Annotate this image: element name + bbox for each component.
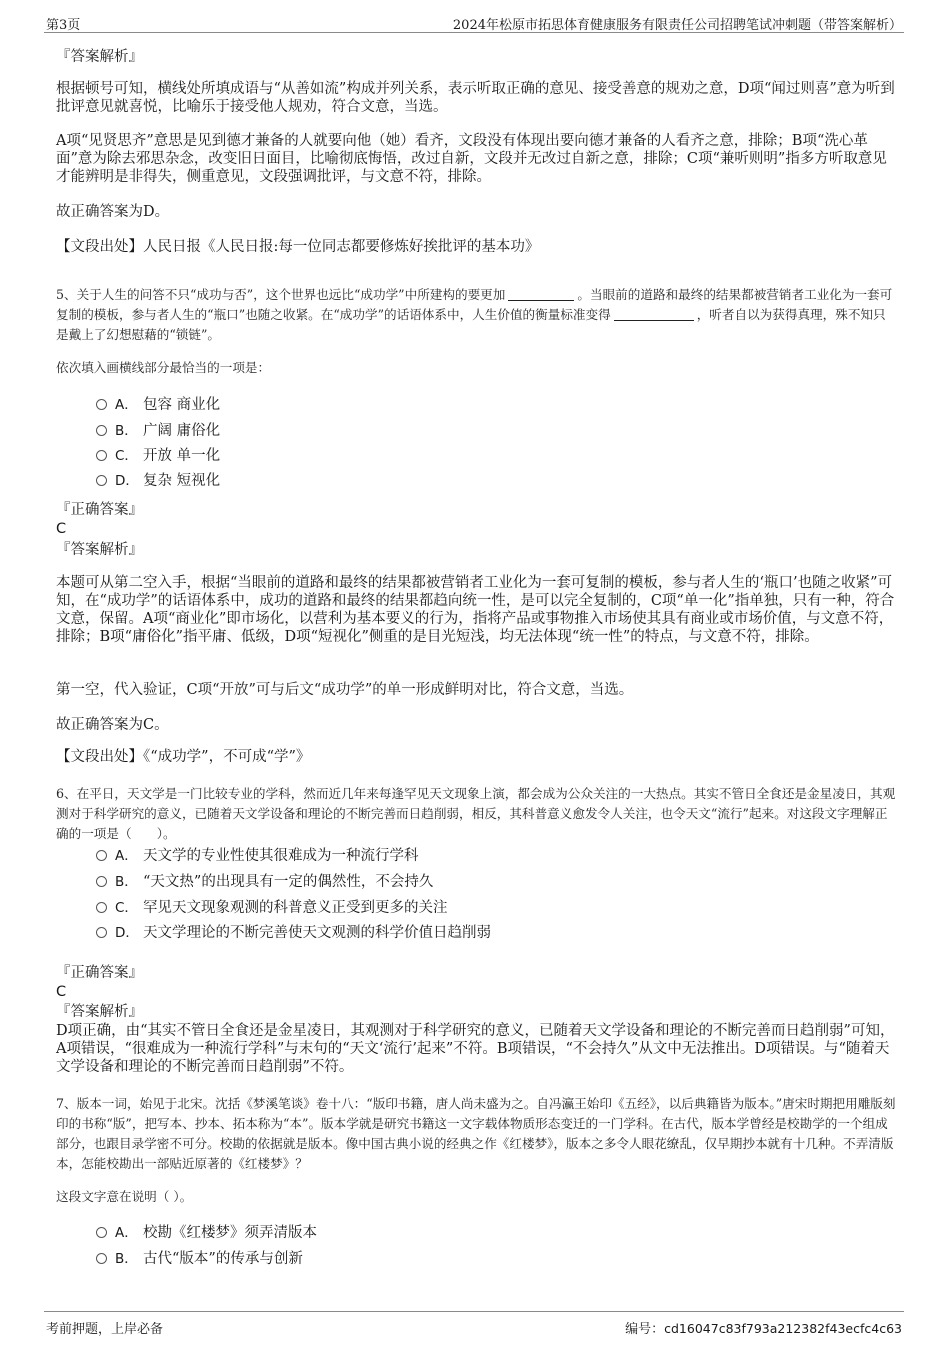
q5-stem-b: 。当眼前的道路和最终的结果都被营销者工业化为一套可复制的模板，参与者人生的“瓶口”也随之收紧。在“成功学”的话语体系中，人生价值的衡量标准变得 xyxy=(56,287,893,322)
q5-explain-label: 『答案解析』 xyxy=(56,542,143,558)
page-number: 第3页 xyxy=(46,18,81,33)
page-footer xyxy=(44,1311,904,1338)
q5-blank-2 xyxy=(614,306,694,321)
q5-source: 【文段出处】《“成功学”，不可成“学”》 xyxy=(56,749,311,765)
q4-source: 【文段出处】人民日报《人民日报:每一位同志都要修炼好挨批评的基本功》 xyxy=(56,239,540,255)
radio-icon[interactable] xyxy=(96,902,107,913)
radio-icon[interactable] xyxy=(96,399,107,410)
footer-slogan: 考前押题，上岸必备 xyxy=(46,1322,164,1337)
q5-explain-p3: 故正确答案为C。 xyxy=(56,717,169,733)
q7-stem: 7、版本一词，始见于北宋。沈括《梦溪笔谈》卷十八：“版印书籍，唐人尚未盛为之。自冯瀛王始印《五经》，以后典籍皆为版本。”唐宋时期把用雕版刻印的书称“版”，把写本、抄本、拓本称为“本”。版本学就是研究书籍这一文字载体物质形态变迁的一门学科。在古代，版本学曾经是校勘学的一个组成部分，也跟目录学密不可分。校勘的依据就是版本。像中国古典小说的经典之作《红楼梦》，版本之多令人眼花缭乱，仅早期抄本就有十几种。不弄清版本，怎能校勘出一部贴近原著的《红楼梦》？ xyxy=(56,1096,896,1171)
radio-icon[interactable] xyxy=(96,850,107,861)
q6-option-c[interactable]: C． 罕见天文现象观测的科普意义正受到更多的关注 xyxy=(96,897,876,919)
q7-option-b[interactable]: B． 古代“版本”的传承与创新 xyxy=(96,1248,876,1270)
q6-option-d[interactable]: D． 天文学理论的不断完善使天文观测的科学价值日趋削弱 xyxy=(96,922,876,944)
q5-explain-p2: 第一空，代入验证，C项“开放”可与后文“成功学”的单一形成鲜明对比，符合文意，当选。 xyxy=(56,682,634,698)
q5-stem-c: ，听者自以为获得真理，殊不知只是戴上了幻想慰藉的“锁链”。 xyxy=(56,307,886,342)
q6-option-a[interactable]: A． 天文学的专业性使其很难成为一种流行学科 xyxy=(96,845,876,867)
q5-option-c[interactable]: C． 开放 单一化 xyxy=(96,445,876,467)
q4-explain-p1: 根据顿号可知，横线处所填成语与“从善如流”构成并列关系，表示听取正确的意见、接受善意的规劝之意，D项“闻过则喜”意为听到批评意见就喜悦，比喻乐于接受他人规劝，符合文意，当选。 xyxy=(56,81,895,115)
q6-option-b[interactable]: B． “天文热”的出现具有一定的偶然性，不会持久 xyxy=(96,871,876,893)
q5-explain-p1: 本题可从第二空入手，根据“当眼前的道路和最终的结果都被营销者工业化为一套可复制的模板，参与者人生的‘瓶口’也随之收紧”可知，在“成功学”的话语体系中，成功的道路和最终的结果都趋向统一性，是可以完全复制的，C项“单一化”指单独，只有一种，符合文意，保留。A项“商业化”即市场化，以营利为基本要义的行为，指将产品或事物推入市场使其具有商业或市场价值，与文意不符，排除；B项“庸俗化”指平庸、低级，D项“短视化”侧重的是目光短浅，均无法体现“统一性”的特点，与文意不符，排除。 xyxy=(56,575,895,645)
q5-option-d[interactable]: D． 复杂 短视化 xyxy=(96,470,876,492)
footer-code-label: 编号： xyxy=(625,1322,665,1337)
q6-answer: C xyxy=(56,984,67,1000)
radio-icon[interactable] xyxy=(96,475,107,486)
q7-prompt: 这段文字意在说明（ ）。 xyxy=(56,1189,193,1204)
q6-explain-label: 『答案解析』 xyxy=(56,1004,143,1020)
q5-stem xyxy=(56,285,896,345)
q5-correct-label: 『正确答案』 xyxy=(56,502,143,518)
q5-stem-a: 5、关于人生的问答不只“成功与否”，这个世界也远比“成功学”中所建构的要更加 xyxy=(56,287,506,302)
page-header xyxy=(44,10,904,33)
document-title: 2024年松原市拓思体育健康服务有限责任公司招聘笔试冲刺题（带答案解析） xyxy=(452,18,902,33)
q6-stem: 6、在平日，天文学是一门比较专业的学科，然而近几年来每逢罕见天文现象上演，都会成为公众关注的一大热点。其实不管日全食还是金星凌日，其观测对于科学研究的意义，已随着天文学设备和理论的不断完善而日趋削弱，相反，其科普意义愈发令人关注，也令天文“流行”起来。对这段文字理解正确的一项是（ ）。 xyxy=(56,786,896,841)
footer-code: cd16047c83f793a212382f43ecfc4c63 xyxy=(664,1321,902,1336)
q5-option-a[interactable]: A． 包容 商业化 xyxy=(96,394,876,416)
q5-blank-1 xyxy=(508,286,574,301)
q6-explain-p1: D项正确，由“其实不管日全食还是金星凌日，其观测对于科学研究的意义，已随着天文学设备和理论的不断完善而日趋削弱”可知，A项错误，“很难成为一种流行学科”与末句的“天文‘流行’起来”不符。B项错误，“不会持久”从文中无法推出。D项错误。与“随着天文学设备和理论的不断完善而日趋削弱”不符。 xyxy=(56,1023,895,1075)
radio-icon[interactable] xyxy=(96,1253,107,1264)
q5-prompt: 依次填入画横线部分最恰当的一项是： xyxy=(56,360,271,375)
radio-icon[interactable] xyxy=(96,425,107,436)
q6-correct-label: 『正确答案』 xyxy=(56,965,143,981)
radio-icon[interactable] xyxy=(96,927,107,938)
footer-code-wrap xyxy=(625,1318,902,1337)
radio-icon[interactable] xyxy=(96,1227,107,1238)
radio-icon[interactable] xyxy=(96,450,107,461)
q4-explain-label: 『答案解析』 xyxy=(56,49,143,65)
radio-icon[interactable] xyxy=(96,876,107,887)
q5-option-b[interactable]: B． 广阔 庸俗化 xyxy=(96,420,876,442)
q7-option-a[interactable]: A． 校勘《红楼梦》须弄清版本 xyxy=(96,1222,876,1244)
q4-explain-p2: A项“见贤思齐”意思是见到德才兼备的人就要向他（她）看齐，文段没有体现出要向德才兼备的人看齐之意，排除；B项“洗心革面”意为除去邪思杂念，改变旧日面目，比喻彻底悔悟，改过自新，文段并无改过自新之意，排除；C项“兼听则明”指多方听取意见才能辨明是非得失，侧重意见，文段强调批评，与文意不符，排除。 xyxy=(56,133,887,185)
q4-explain-p3: 故正确答案为D。 xyxy=(56,204,170,220)
q5-answer: C xyxy=(56,521,67,537)
